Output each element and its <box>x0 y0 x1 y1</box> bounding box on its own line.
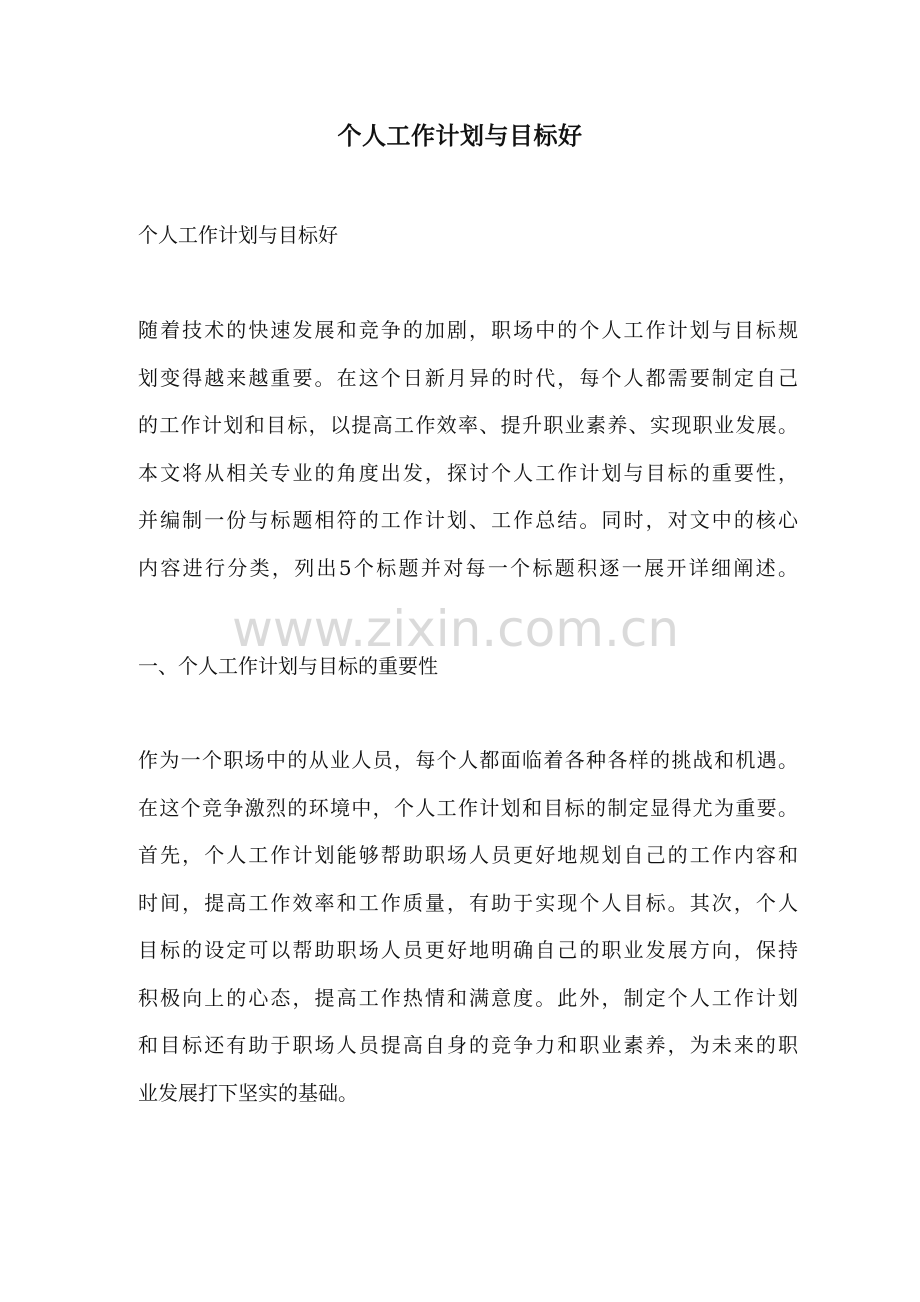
paragraph-line: 并编制一份与标题相符的工作计划、工作总结。同时，对文中的核心 <box>138 508 798 532</box>
paragraph-line: 在这个竞争激烈的环境中，个人工作计划和目标的制定显得尤为重要。 <box>138 795 798 820</box>
document-subtitle: 个人工作计划与目标好 <box>138 223 338 247</box>
intro-paragraph <box>138 307 798 592</box>
paragraph-line: 随着技术的快速发展和竞争的加剧，职场中的个人工作计划与目标规 <box>138 318 798 342</box>
paragraph-line: 首先，个人工作计划能够帮助职场人员更好地规划自己的工作内容和 <box>138 843 798 867</box>
paragraph-line: 的工作计划和目标，以提高工作效率、提升职业素养、实现职业发展。 <box>138 413 798 437</box>
paragraph-line: 目标的设定可以帮助职场人员更好地明确自己的职业发展方向，保持 <box>138 938 798 962</box>
section-paragraph <box>138 737 798 1117</box>
section-heading: 一、个人工作计划与目标的重要性 <box>138 654 438 678</box>
paragraph-line: 本文将从相关专业的角度出发，探讨个人工作计划与目标的重要性， <box>138 460 798 485</box>
paragraph-line: 时间，提高工作效率和工作质量，有助于实现个人目标。其次，个人 <box>138 890 798 915</box>
paragraph-line: 内容进行分类，列出5个标题并对每一个标题积逐一展开详细阐述。 <box>138 555 798 580</box>
paragraph-line: 业发展打下坚实的基础。 <box>138 1080 358 1105</box>
paragraph-line: 和目标还有助于职场人员提高自身的竞争力和职业素养，为未来的职 <box>138 1033 798 1057</box>
watermark: www.zixin.com.cn <box>232 600 680 658</box>
paragraph-line: 作为一个职场中的从业人员，每个人都面临着各种各样的挑战和机遇。 <box>138 748 798 772</box>
document-title: 个人工作计划与目标好 <box>337 121 583 150</box>
paragraph-line: 积极向上的心态，提高工作热情和满意度。此外，制定个人工作计划 <box>138 985 798 1010</box>
paragraph-line: 划变得越来越重要。在这个日新月异的时代，每个人都需要制定自己 <box>138 365 798 390</box>
